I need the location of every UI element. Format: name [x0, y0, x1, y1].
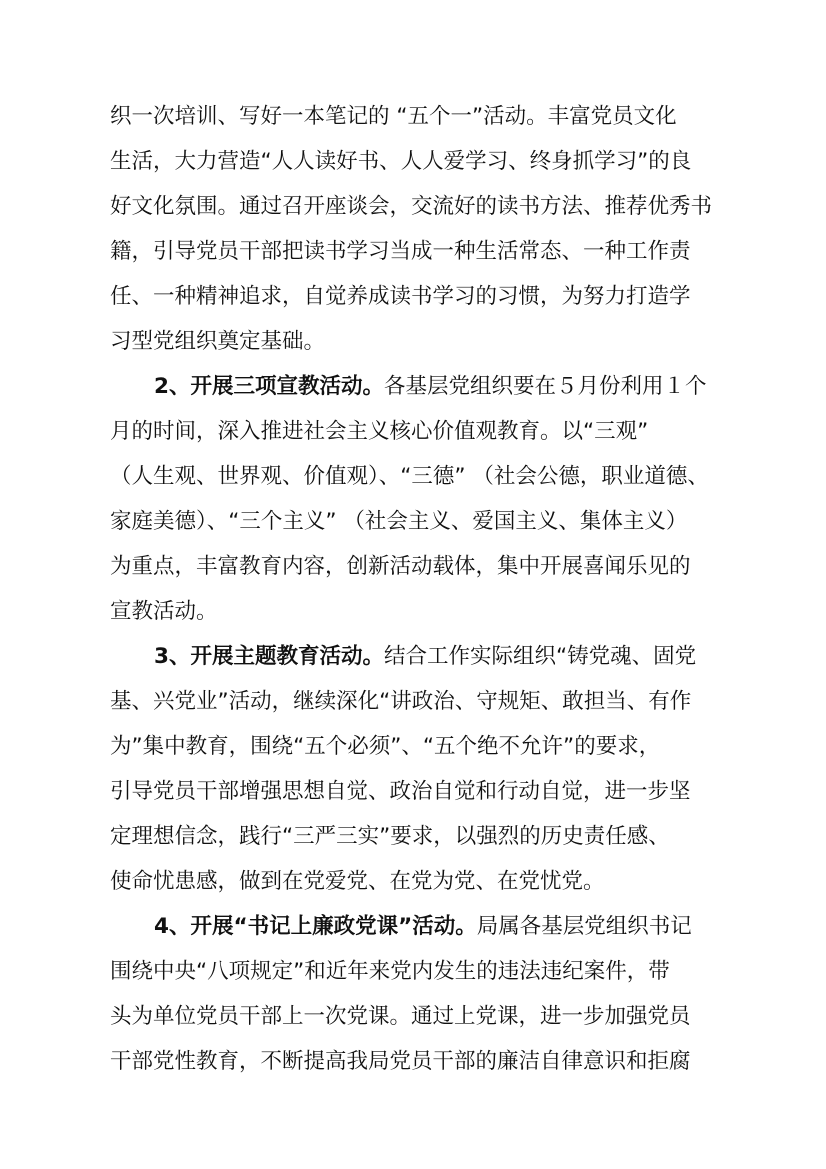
text-line: [110, 904, 732, 949]
text-line: 干部党性教育，不断提高我局党员干部的廉洁自律意识和拒腐: [110, 1049, 691, 1074]
text-run: 各基层党组织要在５月份利用１个: [383, 374, 707, 399]
paragraph-3: [110, 634, 732, 904]
text-line: 月的时间，深入推进社会主义核心价值观教育。以“三观”: [110, 419, 649, 444]
text-line: 头为单位党员干部上一次党课。通过上党课，进一步加强党员: [110, 1004, 691, 1029]
text-line: 任、一种精神追求，自觉养成读书学习的习惯，为努力打造学: [110, 284, 691, 309]
text-line: 使命忧患感，做到在党爱党、在党为党、在党忧党。: [110, 869, 605, 894]
text-run: 局属各基层党组织书记: [476, 914, 692, 939]
section-heading: 4、开展“书记上廉政党课”活动。: [154, 914, 477, 939]
paragraph-1: [110, 94, 732, 364]
text-line: （人生观、世界观、价值观）、“三德” （社会公德，职业道德、: [110, 464, 709, 489]
paragraph-2: [110, 364, 732, 634]
section-heading: 2、开展三项宣教活动。: [154, 374, 384, 399]
text-line: 为”集中教育，围绕“五个必须”、“五个绝不允许”的要求，: [110, 734, 661, 759]
section-heading: 3、开展主题教育活动。: [154, 644, 384, 669]
text-line: 好文化氛围。通过召开座谈会，交流好的读书方法、推荐优秀书: [110, 194, 713, 219]
text-line: 基、兴党业”活动，继续深化“讲政治、守规矩、敢担当、有作: [110, 689, 692, 714]
text-line: 织一次培训、写好一本笔记的 “五个一”活动。丰富党员文化: [110, 104, 677, 129]
text-run: 结合工作实际组织“铸党魂、固党: [383, 644, 697, 669]
text-line: 为重点，丰富教育内容，创新活动载体，集中开展喜闻乐见的: [110, 554, 691, 579]
paragraph-4: [110, 904, 732, 1084]
text-line: 籍，引导党员干部把读书学习当成一种生活常态、一种工作责: [110, 239, 691, 264]
text-line: 引导党员干部增强思想自觉、政治自觉和行动自觉，进一步坚: [110, 779, 691, 804]
text-line: 家庭美德）、“三个主义” （社会主义、爱国主义、集体主义）: [110, 509, 688, 534]
text-line: 宣教活动。: [110, 599, 218, 624]
document-page: [110, 94, 732, 1084]
text-line: [110, 634, 732, 679]
text-line: 生活，大力营造“人人读好书、人人爱学习、终身抓学习”的良: [110, 149, 692, 174]
text-line: 定理想信念，践行“三严三实”要求，以强烈的历史责任感、: [110, 824, 670, 849]
text-line: 习型党组织奠定基础。: [110, 329, 326, 354]
text-line: 围绕中央“八项规定”和近年来党内发生的违法违纪案件，带: [110, 959, 670, 984]
text-line: [110, 364, 732, 409]
